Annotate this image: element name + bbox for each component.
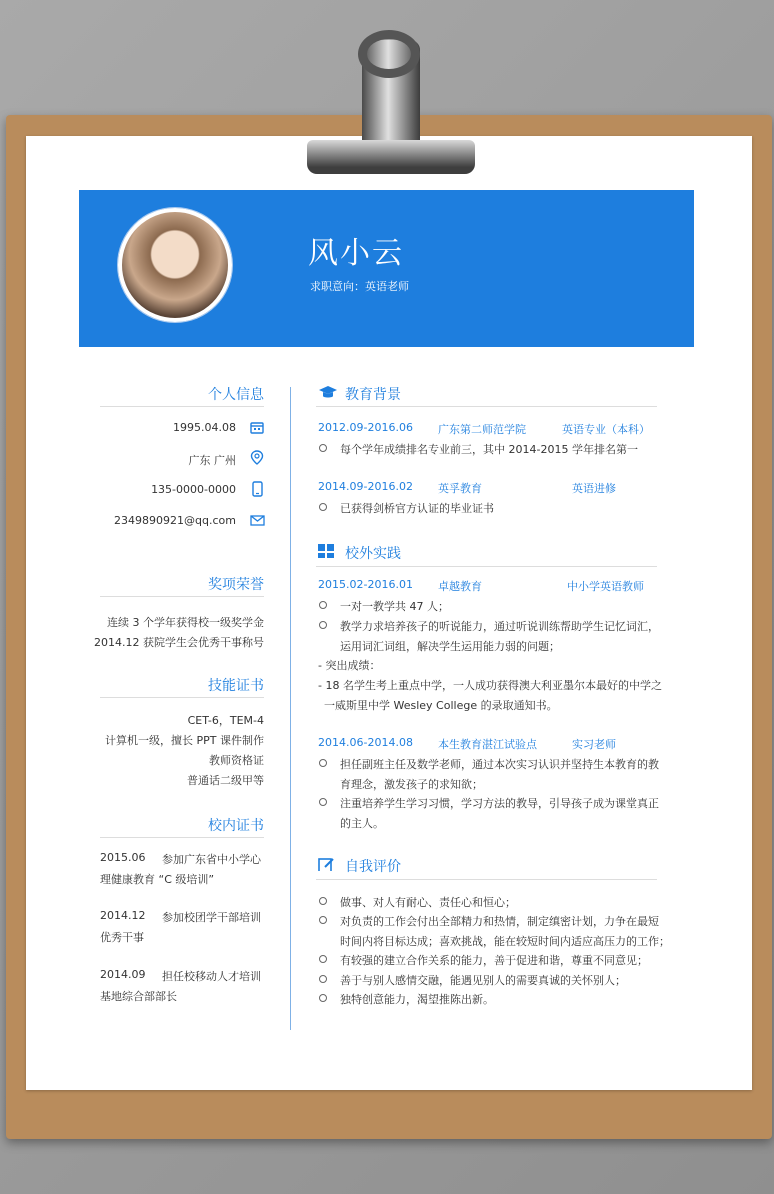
bullet-icon xyxy=(319,503,327,511)
bullet-icon xyxy=(319,994,327,1002)
practice-role: 实习老师 xyxy=(572,738,616,751)
section-underline xyxy=(100,406,264,407)
section-underline xyxy=(100,596,264,597)
campus-desc: 担任校移动人才培训 xyxy=(162,970,261,983)
bullet-icon xyxy=(319,798,327,806)
section-underline xyxy=(100,697,264,698)
practice-date: 2014.06-2014.08 xyxy=(318,736,413,749)
mail-icon xyxy=(250,515,265,526)
practice-detail: - 18 名学生考上重点中学，一人成功获得澳大利亚墨尔本最好的中学之 xyxy=(318,679,662,692)
edu-school: 广东第二师范学院 xyxy=(438,423,526,436)
bullet-icon xyxy=(319,444,327,452)
edu-date: 2012.09-2016.06 xyxy=(318,421,413,434)
birth-date: 1995.04.08 xyxy=(173,421,236,434)
self-eval-item: 善于与别人感情交融，能遇见别人的需要真诚的关怀别人； xyxy=(340,974,626,987)
bullet-icon xyxy=(319,601,327,609)
edu-detail: 已获得剑桥官方认证的毕业证书 xyxy=(340,502,494,515)
edu-major: 英语专业（本科） xyxy=(562,423,650,436)
email-address: 2349890921@qq.com xyxy=(114,514,236,527)
education-title: 教育背景 xyxy=(345,387,401,403)
practice-detail: 注重培养学生学习习惯，学习方法的教导，引导孩子成为课堂真正 xyxy=(340,797,659,810)
self-eval-item: 做事、对人有耐心、责任心和恒心； xyxy=(340,896,516,909)
edit-icon xyxy=(318,857,334,871)
location: 广东 广州 xyxy=(188,454,236,467)
edu-date: 2014.09-2016.02 xyxy=(318,480,413,493)
practice-detail: 一威斯里中学 Wesley College 的录取通知书。 xyxy=(324,699,558,712)
practice-detail: 教学力求培养孩子的听说能力，通过听说训练帮助学生记忆词汇， xyxy=(340,620,659,633)
practice-detail: 的主人。 xyxy=(340,817,384,830)
graduation-cap-icon xyxy=(318,385,338,399)
campus-desc: 基地综合部部长 xyxy=(100,990,177,1003)
practice-title: 校外实践 xyxy=(345,546,401,562)
job-intent: 求职意向：英语老师 xyxy=(310,280,409,293)
phone-number: 135-0000-0000 xyxy=(151,483,236,496)
section-underline xyxy=(100,837,264,838)
self-eval-title: 自我评价 xyxy=(345,859,401,875)
grid-icon xyxy=(318,544,334,558)
practice-org: 卓越教育 xyxy=(438,580,482,593)
skill-item: 教师资格证 xyxy=(209,754,264,767)
bullet-icon xyxy=(319,621,327,629)
practice-detail: 育理念，激发孩子的求知欲； xyxy=(340,778,483,791)
campus-date: 2014.12 xyxy=(100,909,146,922)
section-underline xyxy=(316,406,657,407)
self-eval-item: 独特创意能力，渴望推陈出新。 xyxy=(340,993,494,1006)
campus-date: 2014.09 xyxy=(100,968,146,981)
phone-icon xyxy=(252,481,263,497)
section-underline xyxy=(316,566,657,567)
self-eval-item: 时间内将目标达成；喜欢挑战，能在较短时间内适应高压力的工作； xyxy=(340,935,670,948)
avatar xyxy=(118,208,232,322)
edu-major: 英语进修 xyxy=(572,482,616,495)
skill-item: 计算机一级，擅长 PPT 课件制作 xyxy=(105,734,264,747)
personal-info-title: 个人信息 xyxy=(208,387,264,403)
location-pin-icon xyxy=(250,450,264,466)
practice-detail: 担任副班主任及数学老师，通过本次实习认识并坚持生本教育的教 xyxy=(340,758,659,771)
candidate-name: 风小云 xyxy=(308,236,404,271)
bullet-icon xyxy=(319,759,327,767)
practice-detail: - 突出成绩： xyxy=(318,659,381,672)
bullet-icon xyxy=(319,975,327,983)
campus-date: 2015.06 xyxy=(100,851,146,864)
edu-school: 英孚教育 xyxy=(438,482,482,495)
campus-desc: 优秀干事 xyxy=(100,931,144,944)
awards-title: 奖项荣誉 xyxy=(208,577,264,593)
practice-role: 中小学英语教师 xyxy=(567,580,644,593)
bullet-icon xyxy=(319,955,327,963)
skill-item: 普通话二级甲等 xyxy=(187,774,264,787)
section-underline xyxy=(316,879,657,880)
skills-title: 技能证书 xyxy=(208,678,264,694)
campus-cert-title: 校内证书 xyxy=(208,818,264,834)
campus-desc: 参加广东省中小学心 xyxy=(162,853,261,866)
skill-item: CET-6，TEM-4 xyxy=(187,714,264,727)
self-eval-item: 对负责的工作会付出全部精力和热情，制定缜密计划，力争在最短 xyxy=(340,915,659,928)
practice-detail: 运用词汇词组，解决学生运用能力弱的问题； xyxy=(340,640,560,653)
self-eval-item: 有较强的建立合作关系的能力，善于促进和谐，尊重不同意见； xyxy=(340,954,648,967)
binder-clip-ring xyxy=(358,30,420,78)
column-divider xyxy=(290,387,291,1030)
bullet-icon xyxy=(319,916,327,924)
binder-clip-plate xyxy=(307,140,475,174)
edu-detail: 每个学年成绩排名专业前三，其中 2014-2015 学年排名第一 xyxy=(340,443,638,456)
practice-date: 2015.02-2016.01 xyxy=(318,578,413,591)
calendar-icon xyxy=(250,421,264,434)
campus-desc: 理健康教育 “C 级培训” xyxy=(100,873,215,886)
award-item: 2014.12 获院学生会优秀干事称号 xyxy=(94,636,264,649)
campus-desc: 参加校团学干部培训 xyxy=(162,911,261,924)
practice-org: 本生教育湛江试验点 xyxy=(438,738,537,751)
practice-detail: 一对一教学共 47 人； xyxy=(340,600,449,613)
bullet-icon xyxy=(319,897,327,905)
award-item: 连续 3 个学年获得校一级奖学金 xyxy=(107,616,264,629)
